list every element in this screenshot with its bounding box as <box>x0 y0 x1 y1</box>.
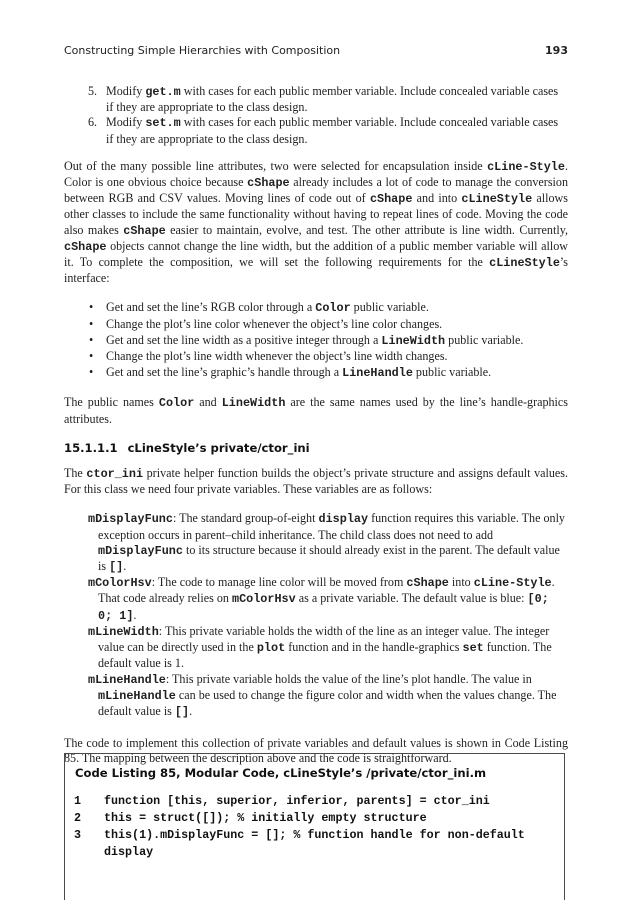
bullet-item: • Change the plot’s line color whenever the object’s line color changes. <box>89 316 443 331</box>
definition-mdisplayfunc: mDisplayFunc: The standard group-of-eight display function requires this variable. The only exception occurs in parent–child inheritance. The child class does not need to add mDisplayFunc to its structure because it should already exist in the parent. The default value is []. <box>88 511 565 575</box>
header-title: Constructing Simple Hierarchies with Composition <box>64 44 341 57</box>
numbered-list <box>64 84 568 147</box>
list-item: 5. Modify get.m with cases for each public member variable. Include concealed variable cases if they are appropriate to the class design. <box>88 84 559 115</box>
bullet-item: • Change the plot’s line width whenever the object’s line width changes. <box>89 349 448 364</box>
definition-mlinehandle: mLineHandle: This private variable holds the value of the line’s plot handle. The value in mLineHandle can be used to change the figure color and width when the values change. The default value is []. <box>88 671 557 719</box>
code-line-continuation: display <box>104 845 154 859</box>
code-listing-title: Code Listing 85, Modular Code, cLineStyle’s /private/ctor_ini.m <box>75 766 487 780</box>
inline-code: get.m <box>145 85 181 99</box>
code-line: 2 this = struct([]); % initially empty structure <box>74 811 427 825</box>
running-header <box>64 44 568 62</box>
paragraph-ctor-ini: The ctor_ini private helper function builds the object’s private structure and assigns default values. For this class we need four private variables. These variables are as follows: <box>64 466 569 497</box>
code-line: 3 this(1).mDisplayFunc = []; % function handle for non-default <box>74 828 525 842</box>
inline-code: set.m <box>145 116 181 131</box>
page-body <box>64 84 568 781</box>
definition-mcolorhsv: mColorHsv: The code to manage line color will be moved from cShape into cLine-Style. That code already relies on mColorHsv as a private variable. The default value is blue: [0; 0; 1]. <box>88 575 555 623</box>
bullet-item: • Get and set the line width as a positive integer through a LineWidth public variable. <box>89 332 524 348</box>
section-heading: 15.1.1.1 cLineStyle’s private/ctor_ini <box>64 440 310 455</box>
paragraph-line-attributes: Out of the many possible line attributes, two were selected for encapsulation inside cLine-Style. Color is one obvious choice because cShape already includes a lot of code to manage the conversion between RGB and CSV values. Moving lines of code out of cShape and into cLineStyle allows other classes to include the same functionality without having to repeat lines of code. Moving the code also makes cShape easier to maintain, evolve, and test. The other attribute is line width. Currently, cShape objects cannot change the line width, but the addition of a public member variable will allow it. To complete the composition, we will set the following requirements for the cLineStyle’s interface: <box>64 158 568 286</box>
page-number: 193 <box>545 44 568 57</box>
requirements-list <box>64 300 568 381</box>
private-variable-definitions <box>88 511 568 720</box>
code-listing <box>64 753 565 900</box>
paragraph-code-intro: The code to implement this collection of private variables and default values is shown in Code Listing 85. The mapping between the description above and the code is straightforward. <box>64 736 568 766</box>
code-line: 1 function [this, superior, inferior, parents] = ctor_ini <box>74 794 490 808</box>
bullet-item: • Get and set the line’s graphic’s handle through a LineHandle public variable. <box>89 365 492 381</box>
bullet-item: • Get and set the line’s RGB color through a Color public variable. <box>89 300 429 316</box>
definition-mlinewidth: mLineWidth: This private variable holds the width of the line as an integer value. The integer value can be directly used in the plot function and in the handle-graphics set function. The default value is 1. <box>88 623 552 671</box>
paragraph-public-names: The public names Color and LineWidth are the same names used by the line’s handle-graphics attributes. <box>64 395 568 426</box>
list-item: 6. Modify set.m with cases for each public member variable. Include concealed variable cases if they are appropriate to the class design. <box>88 115 559 146</box>
